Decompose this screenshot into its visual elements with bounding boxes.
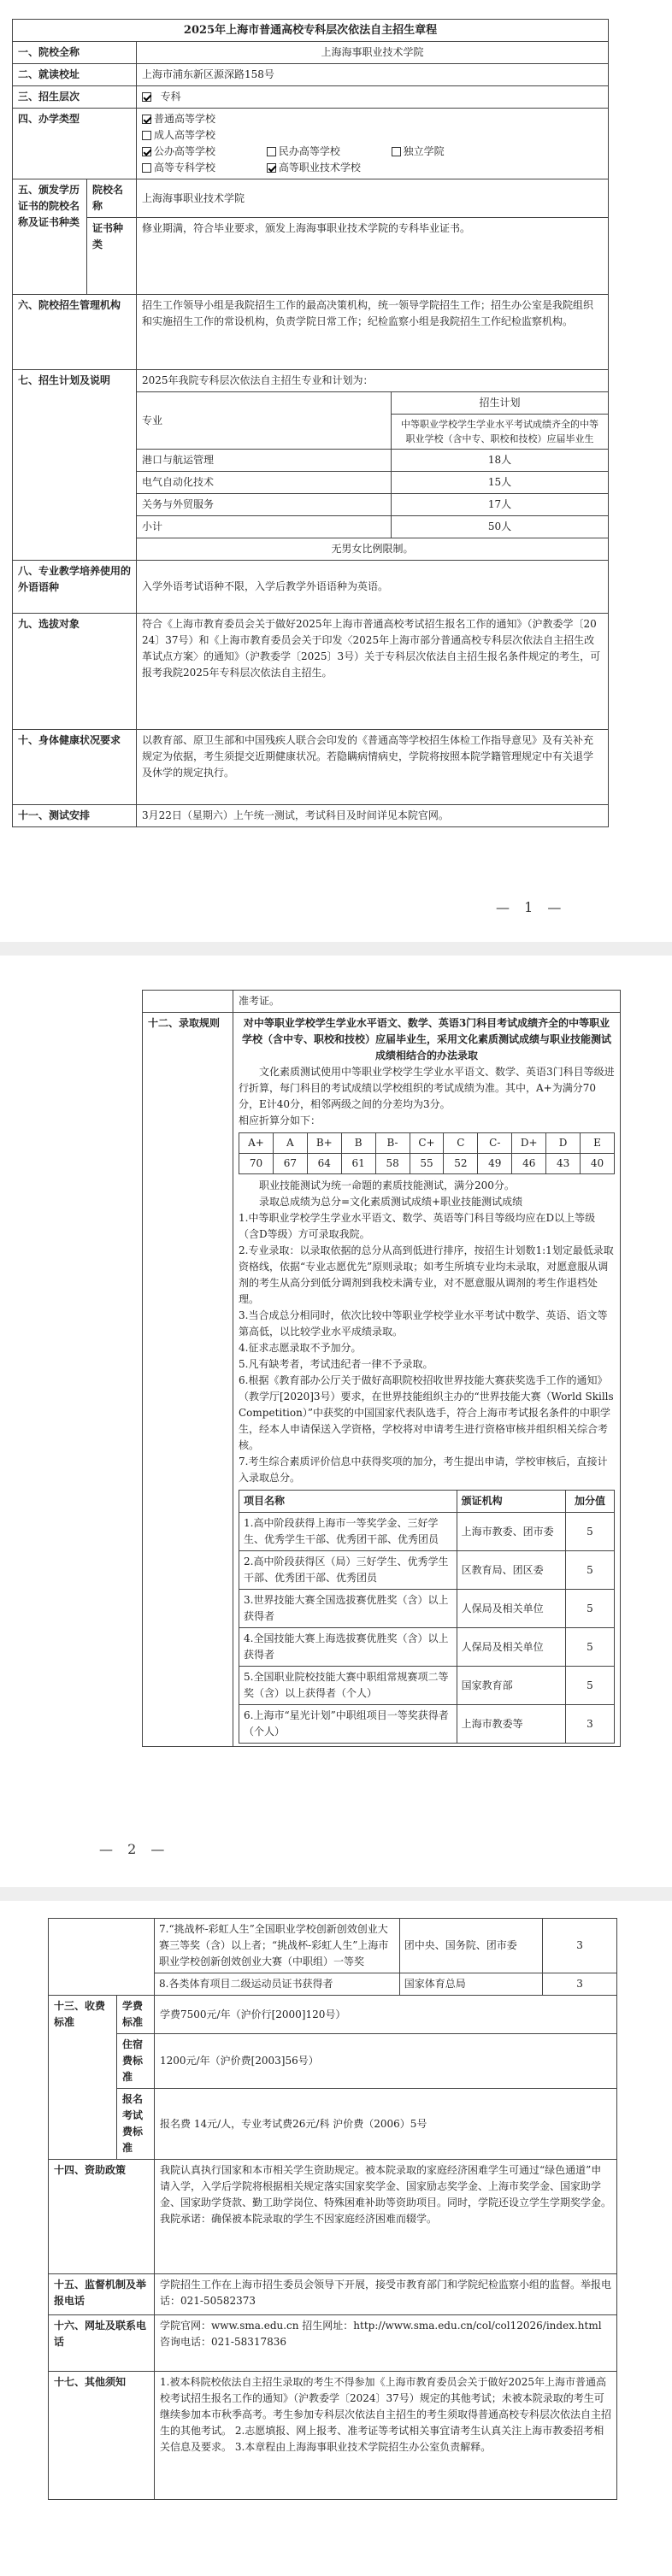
- document-title: 2025年上海市普通高校专科层次依法自主招生章程: [13, 20, 609, 42]
- page-number: — 2 —: [99, 1841, 170, 1857]
- award-org: 团中央、国务院、团市委: [399, 1919, 542, 1973]
- score-cell: 40: [581, 1154, 615, 1174]
- cert-type-label: 证书种类: [87, 218, 137, 295]
- cert-type-value: 修业期满，符合毕业要求，颁发上海海事职业技术学院的专科毕业证书。: [137, 218, 609, 295]
- grade-cell: A+: [239, 1133, 274, 1154]
- score-cell: 49: [478, 1154, 512, 1174]
- award-score: 5: [565, 1628, 614, 1667]
- admission-rules-label: 十二、录取规则: [143, 1013, 233, 1747]
- grade-cell: B-: [375, 1133, 410, 1154]
- page-1: [0, 0, 672, 942]
- website-label: 十六、网址及联系电话: [49, 2315, 155, 2372]
- campus-address-value: 上海市浦东新区源深路158号: [137, 64, 609, 86]
- score-cell: 58: [375, 1154, 410, 1174]
- plan-subtotal-count: 50人: [392, 516, 608, 538]
- checkbox-checked-icon: [142, 147, 151, 156]
- cert-school-label: 院校名称: [87, 179, 137, 218]
- award-org: 国家教育部: [457, 1667, 565, 1705]
- plan-intro: 2025年我院专科层次依法自主招生专业和计划为：: [137, 370, 608, 392]
- cont-label-cell: [49, 1919, 155, 1996]
- financial-aid-value: 我院认真执行国家和本市相关学生资助规定。被本院录取的家庭经济困难学生可通过“绿色通道”申请入学，入学后学院将根据相关规定落实国家奖学金、国家励志奖学金、上海市奖学金、国家助学金、国家助学贷款、勤工助学岗位、特殊困难补助等资助项目。同时，学院还设立学生学期奖学金。我院承诺：确保被本院录取的学生不因家庭经济困难而辍学。: [155, 2160, 617, 2274]
- plan-count-header: 招生计划: [392, 392, 608, 415]
- target-value: 符合《上海市教育委员会关于做好2025年上海市普通高校考试招生报名工作的通知》（沪教委学〔2024〕37号）和《上海市教育委员会关于印发〈2025年上海市部分普通高校专科层次依法自主招生改革试点方案〉的通知》（沪教委学〔2025〕3号）关于专科层次依法自主招生报名条件规定的考生，可报考我院2025年专科层次依法自主招生。: [137, 614, 609, 730]
- rules-item: 7.考生综合素质评价信息中获得奖项的加分，考生提出申请，学校审核后，直接计入录取总分。: [239, 1456, 608, 1484]
- rules-item: 5.凡有缺考者，考试违纪者一律不予录取。: [239, 1358, 433, 1370]
- plan-major-header: 专业: [137, 392, 392, 450]
- score-cell: 67: [273, 1154, 307, 1174]
- rules-paragraph-2: 职业技能测试为统一命题的素质技能测试，满分200分。: [259, 1179, 515, 1191]
- page-3: [0, 1901, 672, 2576]
- checkbox-empty-icon: [142, 163, 151, 173]
- award-org: 人保局及相关单位: [457, 1590, 565, 1628]
- award-org: 国家体育总局: [399, 1973, 542, 1996]
- type-option: 独立学院: [403, 145, 445, 157]
- checkbox-checked-icon: [267, 163, 276, 173]
- enrollment-level-value: [137, 86, 609, 109]
- other-notes-value: 1.被本科院校依法自主招生录取的考生不得参加《上海市教育委员会关于做好2025年上海市普通高校考试招生报名工作的通知》（沪教委学〔2024〕37号）规定的其他考试；未被本院录取的考生可继续参加本市秋季高考。考生参加专科层次依法自主招生的考生须取得普通高校专科层次依法自主招生的其他考试。 2.志愿填报、网上报考、准考证等考试相关事宜请考生认真关注上海市教委招考相关信息及要求。 3.本章程由上海海事职业技术学院招生办公室负责解释。: [155, 2372, 617, 2500]
- award-header-name: 项目名称: [239, 1491, 457, 1513]
- page-2: [0, 956, 672, 1887]
- award-name: 8.各类体育项目二级运动员证书获得者: [155, 1973, 399, 1996]
- rules-item: 4.征求志愿录取不予加分。: [239, 1342, 362, 1354]
- grade-cell: C+: [410, 1133, 444, 1154]
- award-org: 人保局及相关单位: [457, 1628, 565, 1667]
- grade-table-caption: 相应折算分如下：: [239, 1115, 321, 1126]
- checkbox-checked-icon: [142, 92, 151, 102]
- rules-item: 2.专业录取：以录取依据的总分从高到低进行排序，按招生计划数1:1划定最低录取资格线，依据“专业志愿优先”原则录取；如考生所填专业均未录取，对愿意服从调剂的考生从高分到低分调剂到我校未满专业，对不愿意服从调剂的考生作退档处理。: [239, 1244, 614, 1305]
- website-value: 学院官网：www.sma.edu.cn 招生网址：http://www.sma.edu.cn/col/col12026/index.html 咨询电话：021-58317836: [155, 2315, 617, 2372]
- award-score: 3: [543, 1973, 616, 1996]
- grade-cell: C-: [478, 1133, 512, 1154]
- checkbox-empty-icon: [267, 147, 276, 156]
- award-score: 5: [565, 1590, 614, 1628]
- financial-aid-label: 十四、资助政策: [49, 2160, 155, 2274]
- grade-row: [239, 1133, 615, 1154]
- admission-office-value: 招生工作领导小组是我院招生工作的最高决策机构，统一领导学院招生工作；招生办公室是我院组织和实施招生工作的常设机构，负责学院日常工作；纪检监察小组是我院招生工作纪检监察机构。: [137, 295, 609, 370]
- award-name: 4.全国技能大赛上海选拔赛优胜奖（含）以上获得者: [239, 1628, 457, 1667]
- award-name: 6.上海市“星光计划”中职组项目一等奖获得者（个人）: [239, 1705, 457, 1744]
- award-name: 7.“挑战杯-彩虹人生”全国职业学校创新创效创业大赛三等奖（含）以上者；“挑战杯-彩虹人生”上海市职业学校创新创效创业大赛（中职组）一等奖: [155, 1919, 399, 1973]
- enrollment-level-label: 三、招生层次: [13, 86, 137, 109]
- charter-table-page3: [48, 1918, 617, 2500]
- charter-table-page1: [12, 19, 609, 827]
- bonus-points-table: [239, 1490, 615, 1744]
- type-option: 公办高等学校: [154, 145, 216, 157]
- fee-dorm-value: 1200元/年（沪价费[2003]56号）: [155, 2034, 617, 2089]
- plan-major-count: 15人: [392, 472, 608, 494]
- award-table-continued: [155, 1919, 617, 1996]
- rules-item: 6.根据《教育部办公厅关于做好高职院校招收世界技能大赛获奖选手工作的通知》（教学厅[2020]3号）要求，在世界技能组织主办的“世界技能大赛（World Skills Competition）”中获奖的中国国家代表队选手，符合上海市考试报名条件的中职学生，经本人申请保送入学资格，学校将对申请考生进行资格审核并组织相关综合考核。: [239, 1374, 614, 1451]
- fee-tuition-value: 学费7500元/年（沪价行[2000]120号）: [155, 1996, 617, 2034]
- supervision-label: 十五、监督机制及举报电话: [49, 2274, 155, 2315]
- score-cell: 46: [512, 1154, 546, 1174]
- certificate-label: 五、颁发学历证书的院校名称及证书种类: [13, 179, 87, 295]
- award-header-org: 颁证机构: [457, 1491, 565, 1513]
- supervision-value: 学院招生工作在上海市招生委员会领导下开展，接受市教育部门和学院纪检监察小组的监督。举报电话：021-50582373: [155, 2274, 617, 2315]
- plan-table: [137, 392, 608, 560]
- score-cell: 70: [239, 1154, 274, 1174]
- score-cell: 64: [307, 1154, 341, 1174]
- award-org: 区教育局、团区委: [457, 1551, 565, 1590]
- score-cell: 52: [444, 1154, 478, 1174]
- plan-note: 无男女比例限制。: [137, 538, 608, 561]
- award-name: 5.全国职业院校技能大赛中职组常规赛项二等奖（含）以上获得者（个人）: [239, 1667, 457, 1705]
- school-type-label: 四、办学类型: [13, 109, 137, 179]
- score-cell: 55: [410, 1154, 444, 1174]
- grade-cell: D: [546, 1133, 581, 1154]
- level-text: 专科: [160, 91, 181, 103]
- award-name: 1.高中阶段获得上海市一等奖学金、三好学生、优秀学生干部、优秀团干部、优秀团员: [239, 1513, 457, 1551]
- checkbox-checked-icon: [142, 115, 151, 124]
- fee-dorm-label: 住宿费标准: [117, 2034, 155, 2089]
- charter-table-page2: [142, 990, 621, 1747]
- type-option: 民办高等学校: [278, 145, 340, 157]
- rules-item: 3.当合成总分相同时，依次比较中等职业学校学业水平考试中数学、英语、语文等第高低，以比较学业水平成绩录取。: [239, 1309, 608, 1338]
- score-row: [239, 1154, 615, 1174]
- cont-label-cell: [143, 991, 233, 1013]
- fee-exam-value: 报名费 14元/人，专业考试费26元/科 沪价费（2006）5号: [155, 2089, 617, 2160]
- checkbox-empty-icon: [142, 131, 151, 140]
- school-name-value: 上海海事职业技术学院: [137, 42, 609, 64]
- grade-cell: C: [444, 1133, 478, 1154]
- fee-exam-label: 报名考试费标准: [117, 2089, 155, 2160]
- grade-cell: B+: [307, 1133, 341, 1154]
- award-org: 上海市教委、团市委: [457, 1513, 565, 1551]
- rules-heading: 对中等职业学校学生学业水平语文、数学、英语3门科目考试成绩齐全的中等职业学校（含中专、职校和技校）应届毕业生，采用文化素质测试成绩与职业技能测试成绩相结合的办法录取: [241, 1017, 611, 1062]
- school-type-options: [137, 109, 609, 179]
- award-score: 5: [565, 1551, 614, 1590]
- score-cell: 61: [341, 1154, 375, 1174]
- enrollment-plan-cell: [137, 370, 609, 561]
- other-notes-label: 十七、其他须知: [49, 2372, 155, 2500]
- award-score: 3: [565, 1705, 614, 1744]
- grade-cell: D+: [512, 1133, 546, 1154]
- fee-label: 十三、收费标准: [49, 1996, 117, 2160]
- plan-major-count: 18人: [392, 450, 608, 472]
- type-option: 高等专科学校: [154, 162, 216, 173]
- page-number: — 1 —: [496, 899, 567, 915]
- plan-major-name: 关务与外贸服务: [137, 494, 392, 516]
- target-label: 九、选拔对象: [13, 614, 137, 730]
- enrollment-plan-label: 七、招生计划及说明: [13, 370, 137, 561]
- grade-conversion-table: [239, 1132, 615, 1174]
- type-option: 普通高等学校: [154, 113, 216, 125]
- language-value: 入学外语考试语种不限，入学后教学外语语种为英语。: [137, 561, 609, 614]
- admission-rules-value: [233, 1013, 621, 1747]
- health-label: 十、身体健康状况要求: [13, 730, 137, 805]
- language-label: 八、专业教学培养使用的外语语种: [13, 561, 137, 614]
- type-option: 高等职业技术学校: [278, 162, 361, 173]
- fee-tuition-label: 学费标准: [117, 1996, 155, 2034]
- test-schedule-value: 3月22日（星期六）上午统一测试，考试科目及时间详见本院官网。: [137, 805, 609, 827]
- rules-paragraph-1: 文化素质测试使用中等职业学校学生学业水平语文、数学、英语3门科目等级进行折算，每门科目的考试成绩以学校组织的考试成绩为准。其中，A+为满分70分，E计40分，相邻两级之间的分差均为3分。: [239, 1066, 615, 1110]
- award-score: 5: [565, 1513, 614, 1551]
- plan-major-count: 17人: [392, 494, 608, 516]
- award-name: 3.世界技能大赛全国选拔赛优胜奖（含）以上获得者: [239, 1590, 457, 1628]
- rules-paragraph-3: 录取总成绩为总分=文化素质测试成绩+职业技能测试成绩: [259, 1196, 523, 1208]
- bonus-points-table-cont: [155, 1919, 616, 1995]
- award-org: 上海市教委等: [457, 1705, 565, 1744]
- admission-office-label: 六、院校招生管理机构: [13, 295, 137, 370]
- campus-address-label: 二、就读校址: [13, 64, 137, 86]
- award-score: 5: [565, 1667, 614, 1705]
- grade-cell: E: [581, 1133, 615, 1154]
- plan-major-name: 港口与航运管理: [137, 450, 392, 472]
- school-name-label: 一、院校全称: [13, 42, 137, 64]
- cert-school-value: 上海海事职业技术学院: [137, 179, 609, 218]
- award-name: 2.高中阶段获得区（局）三好学生、优秀学生干部、优秀团干部、优秀团员: [239, 1551, 457, 1590]
- checkbox-empty-icon: [392, 147, 401, 156]
- grade-cell: B: [341, 1133, 375, 1154]
- grade-cell: A: [273, 1133, 307, 1154]
- award-header-score: 加分值: [565, 1491, 614, 1513]
- award-score: 3: [543, 1919, 616, 1973]
- rules-item: 1.中等职业学校学生学业水平语文、数学、英语等门科目等级均应在D以上等级（含D等级）方可录取我院。: [239, 1212, 596, 1240]
- plan-target-header: 中等职业学校学生学业水平考试成绩齐全的中等职业学校（含中专、职校和技校）应届毕业生: [392, 415, 608, 450]
- score-cell: 43: [546, 1154, 581, 1174]
- test-schedule-label: 十一、测试安排: [13, 805, 137, 827]
- health-value: 以教育部、原卫生部和中国残疾人联合会印发的《普通高等学校招生体检工作指导意见》及有关补充规定为依据，考生须提交近期健康状况。若隐瞒病情病史，学院将按照本院学籍管理规定中有关退学及休学的规定执行。: [137, 730, 609, 805]
- test-schedule-continued: 准考证。: [233, 991, 621, 1013]
- type-option: 成人高等学校: [154, 129, 216, 141]
- plan-major-name: 电气自动化技术: [137, 472, 392, 494]
- plan-subtotal-label: 小计: [137, 516, 392, 538]
